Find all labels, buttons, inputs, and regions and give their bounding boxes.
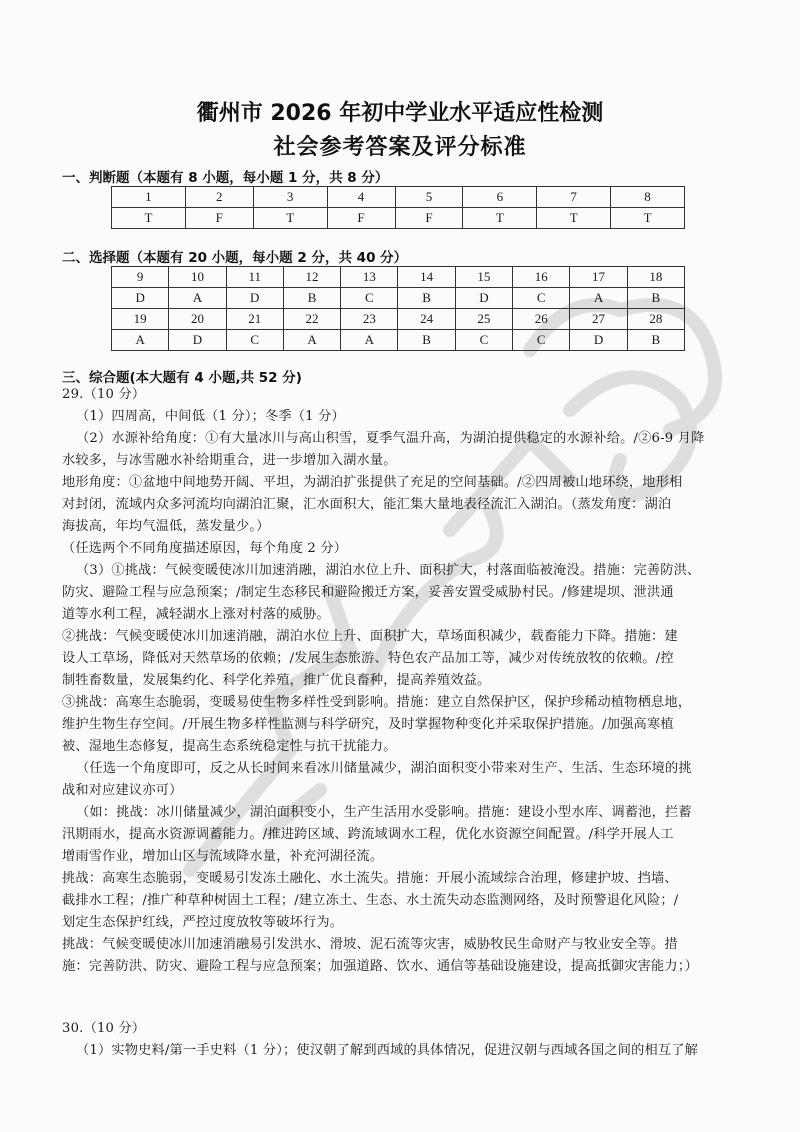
table-cell: F: [327, 208, 395, 229]
table-cell: 9: [112, 267, 169, 288]
answer-line: 30.（10 分）: [62, 1021, 146, 1036]
answer-line: 被、湿地生态修复，提高生态系统稳定性与抗干扰能力。: [62, 739, 397, 754]
table-cell: 4: [327, 187, 395, 208]
answer-line: （3）①挑战：气候变暖使冰川加速消融，湖泊水位上升、面积扩大，村落面临被淹没。措施：完善防洪、: [76, 563, 701, 578]
choice-answer-table: [111, 266, 685, 351]
table-cell: 22: [283, 309, 340, 330]
answer-line: 地形角度：①盆地中间地势开阔、平坦，为湖泊扩张提供了充足的空间基础。/②四周被山地环绕，地形相: [62, 475, 683, 490]
answer-line: 道等水利工程，减轻湖水上涨对村落的威胁。: [62, 607, 330, 622]
answer-line: 挑战：气候变暖使冰川加速消融易引发洪水、滑坡、泥石流等灾害，威胁牧民生命财产与牧业安全等。措: [62, 937, 678, 952]
table-cell: 14: [398, 267, 455, 288]
table-cell: 16: [513, 267, 570, 288]
table-row: [112, 330, 685, 351]
table-cell: B: [398, 288, 455, 309]
table-cell: T: [253, 208, 327, 229]
table-cell: C: [513, 288, 570, 309]
table-cell: D: [226, 288, 283, 309]
table-cell: 1: [112, 187, 186, 208]
answer-line: （1）实物史料/第一手史料（1 分）；使汉朝了解到西域的具体情况，促进汉朝与西域各国之间的相互了解: [76, 1043, 699, 1058]
page-subtitle: 社会参考答案及评分标准: [273, 135, 527, 160]
table-cell: T: [463, 208, 537, 229]
table-cell: 7: [537, 187, 611, 208]
table-cell: 6: [463, 187, 537, 208]
answer-line: 截排水工程；/推广种草种树固土工程；/建立冻土、生态、水土流失动态监测网络，及时预警退化风险；/: [62, 893, 679, 908]
table-cell: 11: [226, 267, 283, 288]
table-cell: D: [112, 288, 169, 309]
answer-line: 水较多，与冰雪融水补给期重合，进一步增加入湖水量。: [62, 453, 397, 468]
table-cell: 28: [627, 309, 684, 330]
table-cell: T: [611, 208, 685, 229]
table-cell: T: [537, 208, 611, 229]
answer-line: （任选一个角度即可，反之从长时间来看冰川储量减少，湖泊面积变小带来对生产、生活、生态环境的挑: [76, 761, 692, 776]
answer-line: ②挑战：气候变暖使冰川加速消融，湖泊水位上升、面积扩大，草场面积减少，载畜能力下降。措施：建: [62, 629, 678, 644]
table-cell: C: [513, 330, 570, 351]
answer-line: ③挑战：高寒生态脆弱，变暖易使生物多样性受到影响。措施：建立自然保护区，保护珍稀动植物栖息地，: [62, 695, 692, 710]
table-cell: B: [627, 288, 684, 309]
table-row: [112, 288, 685, 309]
choice-section-heading: 二、选择题（本题有 20 小题，每小题 2 分，共 40 分）: [62, 250, 408, 266]
table-cell: 17: [570, 267, 627, 288]
table-row: [112, 267, 685, 288]
table-cell: A: [283, 330, 340, 351]
judge-section-heading: 一、判断题（本题有 8 小题，每小题 1 分，共 8 分）: [62, 170, 389, 186]
table-cell: 3: [253, 187, 327, 208]
comprehensive-section-heading: 三、综合题(本大题有 4 小题,共 52 分): [62, 370, 302, 386]
table-cell: D: [570, 330, 627, 351]
table-cell: 20: [169, 309, 226, 330]
table-row: [112, 309, 685, 330]
table-cell: 21: [226, 309, 283, 330]
answer-line: 防灾、避险工程与应急预案；/制定生态移民和避险搬迁方案，妥善安置受威胁村民。/修建堤坝、泄洪通: [62, 585, 674, 600]
answer-line: 29.（10 分）: [62, 387, 146, 402]
table-cell: 23: [341, 309, 398, 330]
answer-line: （任选两个不同角度描述原因，每个角度 2 分）: [62, 541, 348, 556]
table-cell: 24: [398, 309, 455, 330]
table-row: [112, 208, 685, 229]
answer-line: （2）水源补给角度：①有大量冰川与高山积雪，夏季气温升高，为湖泊提供稳定的水源补给。/②6-9 月降: [76, 431, 705, 446]
table-cell: C: [341, 288, 398, 309]
answer-line: 汛期雨水，提高水资源调蓄能力。/推进跨区域、跨流域调水工程，优化水资源空间配置。/科学开展人工: [62, 827, 674, 842]
table-cell: T: [112, 208, 186, 229]
answer-line: （1）四周高，中间低（1 分）；冬季（1 分）: [76, 409, 345, 424]
table-cell: B: [283, 288, 340, 309]
answer-line: 海拔高，年均气温低，蒸发量少。）: [62, 519, 270, 534]
table-cell: C: [226, 330, 283, 351]
answer-line: 挑战：高寒生态脆弱，变暖易引发冻土融化、水土流失。措施：开展小流域综合治理，修建护坡、挡墙、: [62, 871, 678, 886]
table-cell: 10: [169, 267, 226, 288]
table-cell: D: [455, 288, 512, 309]
answer-line: 维护生物生存空间。/开展生物多样性监测与科学研究，及时掌握物种变化并采取保护措施。/加强高寒植: [62, 717, 674, 732]
table-cell: B: [398, 330, 455, 351]
table-row: [112, 187, 685, 208]
table-cell: A: [570, 288, 627, 309]
answer-line: 设人工草场，降低对天然草场的依赖；/发展生态旅游、特色农产品加工等，减少对传统放牧的依赖。/控: [62, 651, 674, 666]
page-title: 衢州市 2026 年初中学业水平适应性检测: [196, 101, 604, 126]
table-cell: A: [169, 288, 226, 309]
table-cell: 2: [185, 187, 253, 208]
table-cell: 18: [627, 267, 684, 288]
table-cell: 26: [513, 309, 570, 330]
answer-line: 制牲畜数量，发展集约化、科学化养殖，推广优良畜种，提高养殖效益。: [62, 673, 491, 688]
table-cell: A: [341, 330, 398, 351]
table-cell: 5: [395, 187, 463, 208]
table-cell: C: [455, 330, 512, 351]
table-cell: 12: [283, 267, 340, 288]
judge-answer-table: [111, 186, 685, 229]
table-cell: D: [169, 330, 226, 351]
table-cell: 25: [455, 309, 512, 330]
answer-line: 施：完善防洪、防灾、避险工程与应急预案；加强道路、饮水、通信等基础设施建设，提高抵御灾害能力；）: [62, 959, 698, 974]
answer-line: 增雨雪作业，增加山区与流域降水量，补充河湖径流。: [62, 849, 384, 864]
answer-line: （如：挑战：冰川储量减少，湖泊面积变小，生产生活用水受影响。措施：建设小型水库、调蓄池，拦蓄: [76, 805, 692, 820]
answer-line: 战和对应建议亦可）: [62, 783, 183, 798]
table-cell: 15: [455, 267, 512, 288]
table-cell: F: [185, 208, 253, 229]
answer-line: 划定生态保护红线，严控过度放牧等破坏行为。: [62, 915, 344, 930]
table-cell: 8: [611, 187, 685, 208]
table-cell: F: [395, 208, 463, 229]
answer-line: 对封闭，流域内众多河流均向湖泊汇聚，汇水面积大，能汇集大量地表径流汇入湖泊。（蒸发角度：湖泊: [62, 497, 672, 512]
table-cell: A: [112, 330, 169, 351]
table-cell: 27: [570, 309, 627, 330]
table-cell: 13: [341, 267, 398, 288]
table-cell: B: [627, 330, 684, 351]
table-cell: 19: [112, 309, 169, 330]
